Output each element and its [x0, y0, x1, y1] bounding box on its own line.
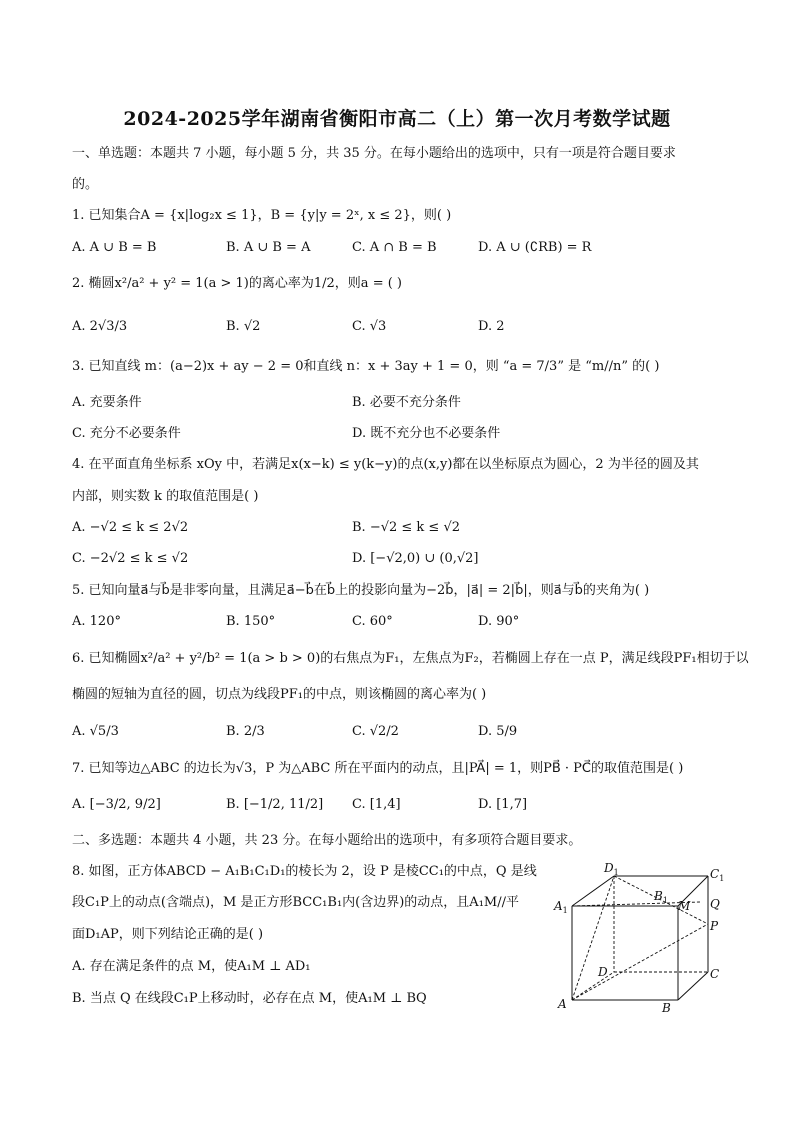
label-d: D	[598, 965, 608, 979]
q2-option-a: A. 2√3/3	[72, 319, 128, 334]
q5-stem: 5. 已知向量a⃗与b⃗是非零向量，且满足a⃗−b⃗在b⃗上的投影向量为−2b⃗，|a⃗| = 2|b⃗|，则a⃗与b⃗的夹角为( )	[72, 583, 650, 598]
q7-option-c: C. [1,4]	[352, 797, 401, 812]
label-b: B	[662, 1001, 671, 1015]
q1-stem: 1. 已知集合A = {x|log₂x ≤ 1}，B = {y|y = 2ˣ, x ≤ 2}，则( )	[72, 208, 452, 223]
q4-stem-line1: 4. 在平面直角坐标系 xOy 中，若满足x(x−k) ≤ y(k−y)的点(x,y)都在以坐标原点为圆心，2 为半径的圆及其	[72, 457, 699, 472]
label-m: M	[678, 899, 691, 913]
q7-option-a: A. [−3/2, 9/2]	[72, 797, 161, 812]
q5-option-a: A. 120°	[72, 614, 121, 629]
q3-stem: 3. 已知直线 m：(a−2)x + ay − 2 = 0和直线 n：x + 3ay + 1 = 0，则 “a = 7/3” 是 “m//n” 的( )	[72, 359, 660, 374]
label-c1: $C_1$	[710, 867, 725, 883]
q8-stem-line1: 8. 如图，正方体ABCD − A₁B₁C₁D₁的棱长为 2，设 P 是棱CC₁的中点，Q 是线	[72, 864, 537, 879]
label-b1: $B_1$	[654, 889, 668, 905]
q7-option-b: B. [−1/2, 11/2]	[226, 797, 324, 812]
label-c: C	[710, 967, 720, 981]
q5-option-b: B. 150°	[226, 614, 276, 629]
section1-header-line2: 的。	[72, 177, 99, 192]
label-a: A	[558, 997, 567, 1011]
q5-option-c: C. 60°	[352, 614, 393, 629]
q4-stem-line2: 内部，则实数 k 的取值范围是( )	[72, 489, 259, 504]
q2-option-c: C. √3	[352, 319, 387, 334]
q6-option-b: B. 2/3	[226, 724, 265, 739]
label-a1: $A_1$	[554, 899, 568, 915]
q4-option-b: B. −√2 ≤ k ≤ √2	[352, 520, 461, 535]
cube-figure	[550, 856, 730, 1016]
q2-option-b: B. √2	[226, 319, 261, 334]
section2-header: 二、多选题：本题共 4 小题，共 23 分。在每小题给出的选项中，有多项符合题目要求。	[72, 833, 582, 848]
q4-option-d: D. [−√2,0) ∪ (0,√2]	[352, 551, 479, 566]
q3-option-a: A. 充要条件	[72, 395, 142, 410]
q5-option-d: D. 90°	[478, 614, 520, 629]
q1-option-c: C. A ∩ B = B	[352, 240, 437, 255]
q3-option-b: B. 必要不充分条件	[352, 395, 461, 410]
q6-option-a: A. √5/3	[72, 724, 119, 739]
q7-option-d: D. [1,7]	[478, 797, 528, 812]
q6-option-d: D. 5/9	[478, 724, 518, 739]
q6-option-c: C. √2/2	[352, 724, 399, 739]
q3-option-d: D. 既不充分也不必要条件	[352, 426, 501, 441]
cube-dashed-lines	[572, 876, 708, 1000]
q8-stem-line3: 面D₁AP，则下列结论正确的是( )	[72, 927, 264, 942]
q6-stem-line2: 椭圆的短轴为直径的圆，切点为线段PF₁的中点，则该椭圆的离心率为( )	[72, 687, 487, 702]
q8-option-a: A. 存在满足条件的点 M，使A₁M ⊥ AD₁	[72, 959, 311, 974]
q1-option-b: B. A ∪ B = A	[226, 240, 311, 255]
page-title: 2024-2025学年湖南省衡阳市高二（上）第一次月考数学试题	[123, 108, 671, 130]
q6-stem-line1: 6. 已知椭圆x²/a² + y²/b² = 1(a > b > 0)的右焦点为F₁，左焦点为F₂，若椭圆上存在一点 P，满足线段PF₁相切于以	[72, 651, 749, 666]
q1-option-d: D. A ∪ (∁RB) = R	[478, 240, 592, 255]
section1-header-line1: 一、单选题：本题共 7 小题，每小题 5 分，共 35 分。在每小题给出的选项中，只有一项是符合题目要求	[72, 146, 676, 161]
cube-solid-edges	[572, 876, 708, 1000]
label-q: Q	[710, 897, 720, 911]
q8-stem-line2: 段C₁P上的动点(含端点)，M 是正方形BCC₁B₁内(含边界)的动点，且A₁M//平	[72, 895, 519, 910]
q4-option-c: C. −2√2 ≤ k ≤ √2	[72, 551, 189, 566]
q2-option-d: D. 2	[478, 319, 505, 334]
label-d1: $D_1$	[604, 861, 619, 877]
q1-option-a: A. A ∪ B = B	[72, 240, 157, 255]
q8-option-b: B. 当点 Q 在线段C₁P上移动时，必存在点 M，使A₁M ⊥ BQ	[72, 991, 427, 1006]
q7-stem: 7. 已知等边△ABC 的边长为√3，P 为△ABC 所在平面内的动点，且|PA⃗| = 1，则PB⃗ · PC⃗的取值范围是( )	[72, 761, 684, 776]
label-p: P	[710, 919, 719, 933]
q4-option-a: A. −√2 ≤ k ≤ 2√2	[72, 520, 189, 535]
q2-stem: 2. 椭圆x²/a² + y² = 1(a > 1)的离心率为1/2，则a = ( )	[72, 276, 402, 291]
q3-option-c: C. 充分不必要条件	[72, 426, 181, 441]
